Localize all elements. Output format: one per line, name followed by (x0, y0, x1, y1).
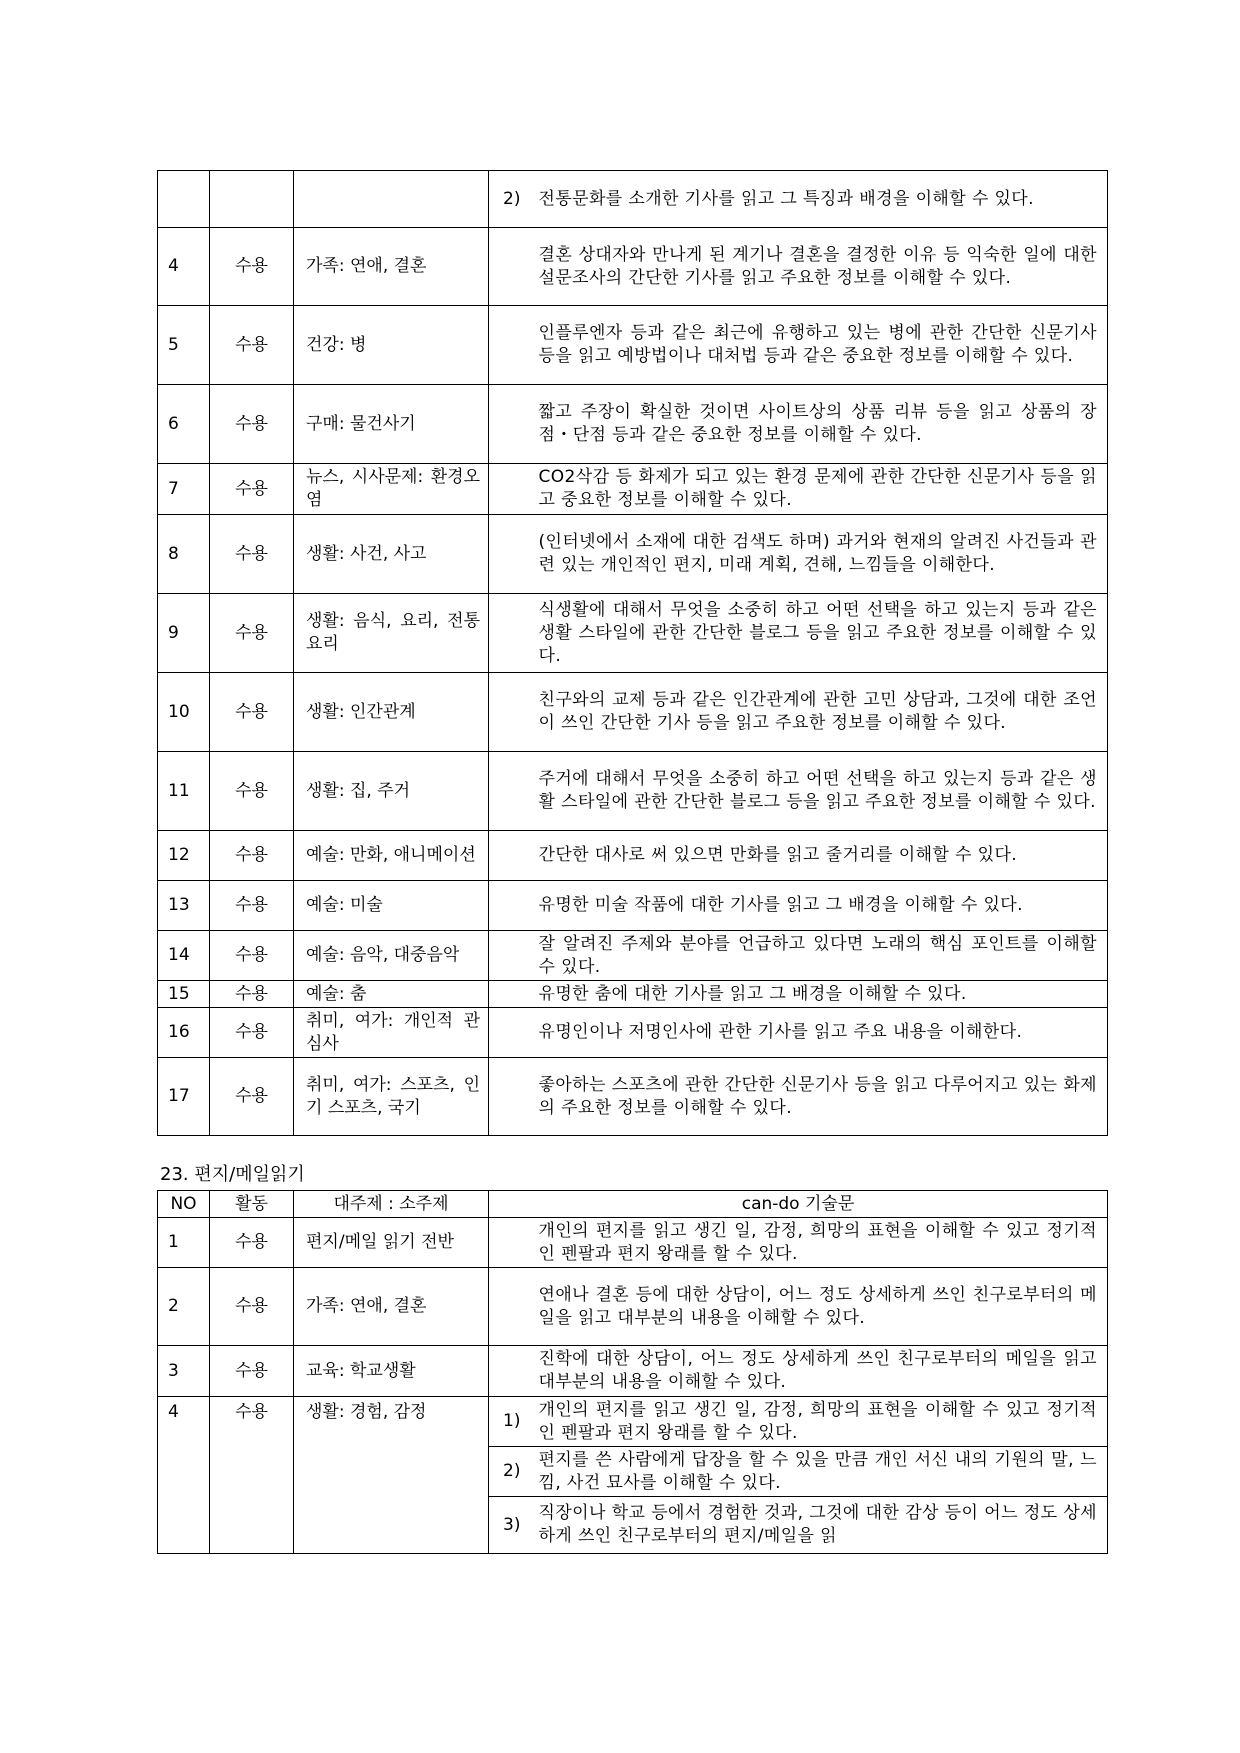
row-topic: 뉴스, 시사문제: 환경오염 (294, 464, 489, 515)
row-activity: 수용 (210, 752, 294, 831)
row-activity: 수용 (210, 228, 294, 306)
header-topic: 대주제 : 소주제 (294, 1191, 489, 1218)
table-row (158, 306, 1108, 385)
row-sub-number: 3) (489, 1497, 535, 1554)
row-description: 유명인이나 저명인사에 관한 기사를 읽고 주요 내용을 이해한다. (535, 1008, 1108, 1058)
table-row (158, 171, 1108, 228)
row-activity: 수용 (210, 1397, 294, 1554)
row-number: 7 (158, 464, 210, 515)
row-sub-number: 1) (489, 1397, 535, 1447)
row-description: 유명한 미술 작품에 대한 기사를 읽고 그 배경을 이해할 수 있다. (535, 881, 1108, 931)
row-activity: 수용 (210, 1218, 294, 1268)
row-topic: 예술: 미술 (294, 881, 489, 931)
table-row (158, 752, 1108, 831)
row-activity: 수용 (210, 306, 294, 385)
row-topic: 취미, 여가: 스포츠, 인기 스포츠, 국기 (294, 1058, 489, 1136)
row-number: 14 (158, 931, 210, 981)
table-row (158, 1008, 1108, 1058)
table-row (158, 1058, 1108, 1136)
row-sub-number (489, 1058, 535, 1136)
header-no: NO (158, 1191, 210, 1218)
table-row (158, 385, 1108, 464)
row-description: 주거에 대해서 무엇을 소중히 하고 어떤 선택을 하고 있는지 등과 같은 생활 스타일에 관한 간단한 블로그 등을 읽고 주요한 정보를 이해할 수 있다. (535, 752, 1108, 831)
row-topic: 생활: 사건, 사고 (294, 515, 489, 594)
row-number (158, 171, 210, 228)
row-topic: 교육: 학교생활 (294, 1346, 489, 1397)
row-activity (210, 171, 294, 228)
row-activity: 수용 (210, 1058, 294, 1136)
section-title: 23. 편지/메일읽기 (160, 1164, 305, 1185)
row-topic: 예술: 춤 (294, 981, 489, 1008)
row-sub-number (489, 594, 535, 673)
row-topic: 예술: 만화, 애니메이션 (294, 831, 489, 881)
table-row (158, 831, 1108, 881)
row-number: 16 (158, 1008, 210, 1058)
table-row (158, 1218, 1108, 1268)
row-activity: 수용 (210, 385, 294, 464)
row-sub-number (489, 464, 535, 515)
row-topic: 건강: 병 (294, 306, 489, 385)
row-description: 짧고 주장이 확실한 것이면 사이트상의 상품 리뷰 등을 읽고 상품의 장점・단점 등과 같은 중요한 정보를 이해할 수 있다. (535, 385, 1108, 464)
row-topic: 예술: 음악, 대중음악 (294, 931, 489, 981)
row-number: 4 (158, 228, 210, 306)
row-sub-number (489, 1008, 535, 1058)
row-topic: 생활: 경험, 감정 (294, 1397, 489, 1554)
row-description: 식생활에 대해서 무엇을 소중히 하고 어떤 선택을 하고 있는지 등과 같은 생활 스타일에 관한 간단한 블로그 등을 읽고 주요한 정보를 이해할 수 있다. (535, 594, 1108, 673)
table-row (158, 931, 1108, 981)
row-number: 13 (158, 881, 210, 931)
row-topic: 가족: 연애, 결혼 (294, 228, 489, 306)
table-row (158, 515, 1108, 594)
row-topic: 생활: 음식, 요리, 전통요리 (294, 594, 489, 673)
table-header-row (158, 1191, 1108, 1218)
row-sub-number: 2) (489, 1447, 535, 1497)
row-topic: 생활: 인간관계 (294, 673, 489, 752)
row-topic (294, 171, 489, 228)
row-description: 유명한 춤에 대한 기사를 읽고 그 배경을 이해할 수 있다. (535, 981, 1108, 1008)
row-sub-number (489, 831, 535, 881)
table-row (158, 1397, 1108, 1447)
row-topic: 취미, 여가: 개인적 관심사 (294, 1008, 489, 1058)
row-description: 직장이나 학교 등에서 경험한 것과, 그것에 대한 감상 등이 어느 정도 상세하게 쓰인 친구로부터의 편지/메일을 읽 (535, 1497, 1108, 1554)
row-description: 친구와의 교제 등과 같은 인간관계에 관한 고민 상담과, 그것에 대한 조언이 쓰인 간단한 기사 등을 읽고 주요한 정보를 이해할 수 있다. (535, 673, 1108, 752)
row-activity: 수용 (210, 1346, 294, 1397)
header-description: can-do 기술문 (489, 1191, 1108, 1218)
row-sub-number (489, 752, 535, 831)
table-row (158, 1346, 1108, 1397)
row-description: (인터넷에서 소재에 대한 검색도 하며) 과거와 현재의 알려진 사건들과 관련 있는 개인적인 편지, 미래 계획, 견해, 느낌들을 이해한다. (535, 515, 1108, 594)
row-description: 개인의 편지를 읽고 생긴 일, 감정, 희망의 표현을 이해할 수 있고 정기적인 펜팔과 편지 왕래를 할 수 있다. (535, 1218, 1108, 1268)
row-topic: 구매: 물건사기 (294, 385, 489, 464)
row-sub-number (489, 881, 535, 931)
row-number: 15 (158, 981, 210, 1008)
table-row (158, 673, 1108, 752)
row-activity: 수용 (210, 594, 294, 673)
row-sub-number (489, 673, 535, 752)
row-number: 5 (158, 306, 210, 385)
row-sub-number (489, 515, 535, 594)
row-sub-number (489, 1346, 535, 1397)
can-do-table-continued (157, 170, 1108, 1136)
row-number: 11 (158, 752, 210, 831)
row-activity: 수용 (210, 881, 294, 931)
header-activity: 활동 (210, 1191, 294, 1218)
row-activity: 수용 (210, 981, 294, 1008)
row-number: 2 (158, 1268, 210, 1346)
row-number: 17 (158, 1058, 210, 1136)
table-row (158, 881, 1108, 931)
table-row (158, 1268, 1108, 1346)
row-activity: 수용 (210, 515, 294, 594)
row-sub-number: 2) (489, 171, 535, 228)
row-number: 4 (158, 1397, 210, 1554)
row-number: 1 (158, 1218, 210, 1268)
row-number: 12 (158, 831, 210, 881)
row-topic: 편지/메일 읽기 전반 (294, 1218, 489, 1268)
row-description: 편지를 쓴 사람에게 답장을 할 수 있을 만큼 개인 서신 내의 기원의 말, 느낌, 사건 묘사를 이해할 수 있다. (535, 1447, 1108, 1497)
row-description: 좋아하는 스포츠에 관한 간단한 신문기사 등을 읽고 다루어지고 있는 화제의 주요한 정보를 이해할 수 있다. (535, 1058, 1108, 1136)
row-description: 간단한 대사로 써 있으면 만화를 읽고 줄거리를 이해할 수 있다. (535, 831, 1108, 881)
table-row (158, 981, 1108, 1008)
row-sub-number (489, 1218, 535, 1268)
table-row (158, 594, 1108, 673)
row-activity: 수용 (210, 831, 294, 881)
row-sub-number (489, 931, 535, 981)
row-description: CO2삭감 등 화제가 되고 있는 환경 문제에 관한 간단한 신문기사 등을 읽고 중요한 정보를 이해할 수 있다. (535, 464, 1108, 515)
row-description: 결혼 상대자와 만나게 된 계기나 결혼을 결정한 이유 등 익숙한 일에 대한 설문조사의 간단한 기사를 읽고 주요한 정보를 이해할 수 있다. (535, 228, 1108, 306)
table-row (158, 464, 1108, 515)
row-activity: 수용 (210, 1268, 294, 1346)
row-number: 6 (158, 385, 210, 464)
row-activity: 수용 (210, 673, 294, 752)
row-activity: 수용 (210, 931, 294, 981)
row-number: 10 (158, 673, 210, 752)
row-sub-number (489, 1268, 535, 1346)
row-sub-number (489, 981, 535, 1008)
row-description: 인플루엔자 등과 같은 최근에 유행하고 있는 병에 관한 간단한 신문기사 등을 읽고 예방법이나 대처법 등과 같은 중요한 정보를 이해할 수 있다. (535, 306, 1108, 385)
row-number: 8 (158, 515, 210, 594)
row-activity: 수용 (210, 464, 294, 515)
table-row (158, 228, 1108, 306)
row-activity: 수용 (210, 1008, 294, 1058)
row-topic: 생활: 집, 주거 (294, 752, 489, 831)
row-number: 3 (158, 1346, 210, 1397)
row-description: 연애나 결혼 등에 대한 상담이, 어느 정도 상세하게 쓰인 친구로부터의 메일을 읽고 대부분의 내용을 이해할 수 있다. (535, 1268, 1108, 1346)
row-sub-number (489, 385, 535, 464)
row-description: 개인의 편지를 읽고 생긴 일, 감정, 희망의 표현을 이해할 수 있고 정기적인 펜팔과 편지 왕래를 할 수 있다. (535, 1397, 1108, 1447)
row-sub-number (489, 228, 535, 306)
row-description: 전통문화를 소개한 기사를 읽고 그 특징과 배경을 이해할 수 있다. (535, 171, 1108, 228)
row-topic: 가족: 연애, 결혼 (294, 1268, 489, 1346)
row-description: 진학에 대한 상담이, 어느 정도 상세하게 쓰인 친구로부터의 메일을 읽고 대부분의 내용을 이해할 수 있다. (535, 1346, 1108, 1397)
row-description: 잘 알려진 주제와 분야를 언급하고 있다면 노래의 핵심 포인트를 이해할 수 있다. (535, 931, 1108, 981)
row-number: 9 (158, 594, 210, 673)
letter-email-reading-table (157, 1190, 1108, 1554)
row-sub-number (489, 306, 535, 385)
